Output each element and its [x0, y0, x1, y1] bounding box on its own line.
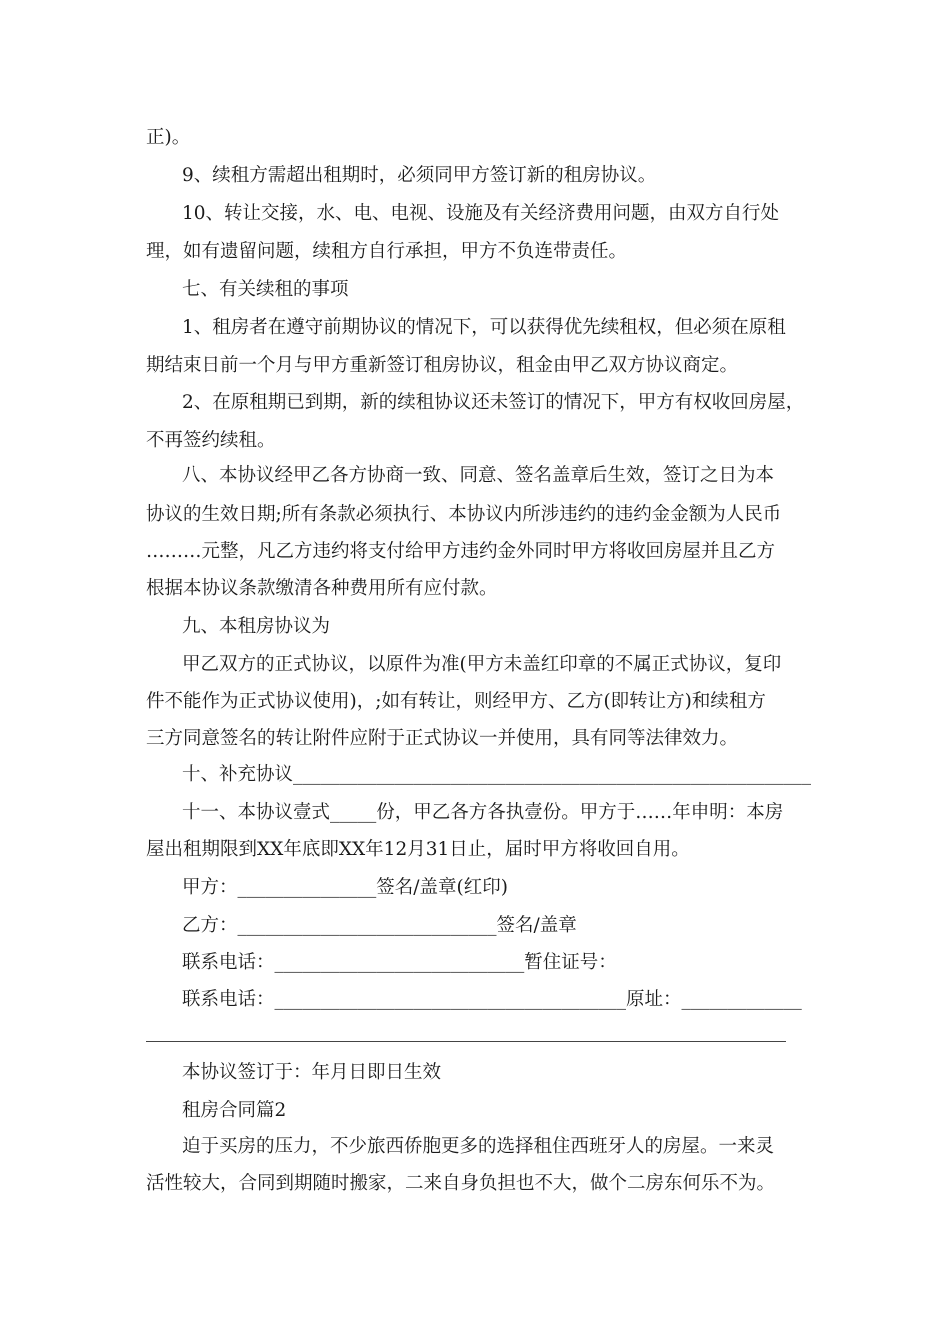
contact-phone-line: 联系电话：______________________________________原址：_____________: [182, 989, 802, 1010]
section-heading: 八、本协议经甲乙各方协商一致、同意、签名盖章后生效，签订之日为本: [182, 465, 775, 486]
signature-party-a: 甲方：_______________签名/盖章(红印): [182, 877, 508, 898]
text-line: 迫于买房的压力，不少旅西侨胞更多的选择租住西班牙人的房屋。一来灵: [182, 1136, 775, 1157]
divider-line: [146, 1041, 786, 1042]
text-line: 十一、本协议壹式_____份，甲乙各方各执壹份。甲方于……年申明：本房: [182, 802, 784, 823]
text-line: 不再签约续租。: [146, 430, 276, 451]
section-heading: 九、本租房协议为: [182, 616, 331, 637]
text-line: 2、在原租期已到期，新的续租协议还未签订的情况下，甲方有权收回房屋，: [182, 392, 805, 413]
text-line: 件不能作为正式协议使用)，;如有转让，则经甲方、乙方(即转让方)和续租方: [146, 691, 766, 712]
text-line: 本协议签订于：年月日即日生效: [182, 1062, 442, 1083]
text-line: 10、转让交接，水、电、电视、设施及有关经济费用问题，由双方自行处: [182, 203, 780, 224]
text-line: 9、续租方需超出租期时，必须同甲方签订新的租房协议。: [182, 165, 657, 186]
section-heading: 十、补充协议________________________________________________________: [182, 764, 812, 785]
text-line: 甲乙双方的正式协议，以原件为准(甲方未盖红印章的不属正式协议，复印: [182, 654, 782, 675]
text-line: 理，如有遗留问题，续租方自行承担，甲方不负连带责任。: [146, 241, 628, 262]
signature-party-b: 乙方：____________________________签名/盖章: [182, 915, 577, 936]
text-line: 协议的生效日期;所有条款必须执行、本协议内所涉违约的违约金金额为人民币: [146, 504, 782, 525]
text-line: 正)。: [146, 127, 191, 148]
text-line: 根据本协议条款缴清各种费用所有应付款。: [146, 578, 498, 599]
text-line: 活性较大，合同到期随时搬家，二来自身负担也不大，做个二房东何乐不为。: [146, 1173, 776, 1194]
text-line: 1、租房者在遵守前期协议的情况下，可以获得优先续租权，但必须在原租: [182, 317, 786, 338]
text-line: ………元整，凡乙方违约将支付给甲方违约金外同时甲方将收回房屋并且乙方: [146, 541, 776, 562]
text-line: 三方同意签名的转让附件应附于正式协议一并使用，具有同等法律效力。: [146, 728, 739, 749]
section-heading: 七、有关续租的事项: [182, 279, 349, 300]
text-line: 屋出租期限到XX年底即XX年12月31日止，届时甲方将收回自用。: [146, 839, 690, 860]
contact-phone-line: 联系电话：___________________________暂住证号：: [182, 952, 617, 973]
section-title: 租房合同篇2: [182, 1100, 287, 1121]
text-line: 期结束日前一个月与甲方重新签订租房协议，租金由甲乙双方协议商定。: [146, 355, 739, 376]
